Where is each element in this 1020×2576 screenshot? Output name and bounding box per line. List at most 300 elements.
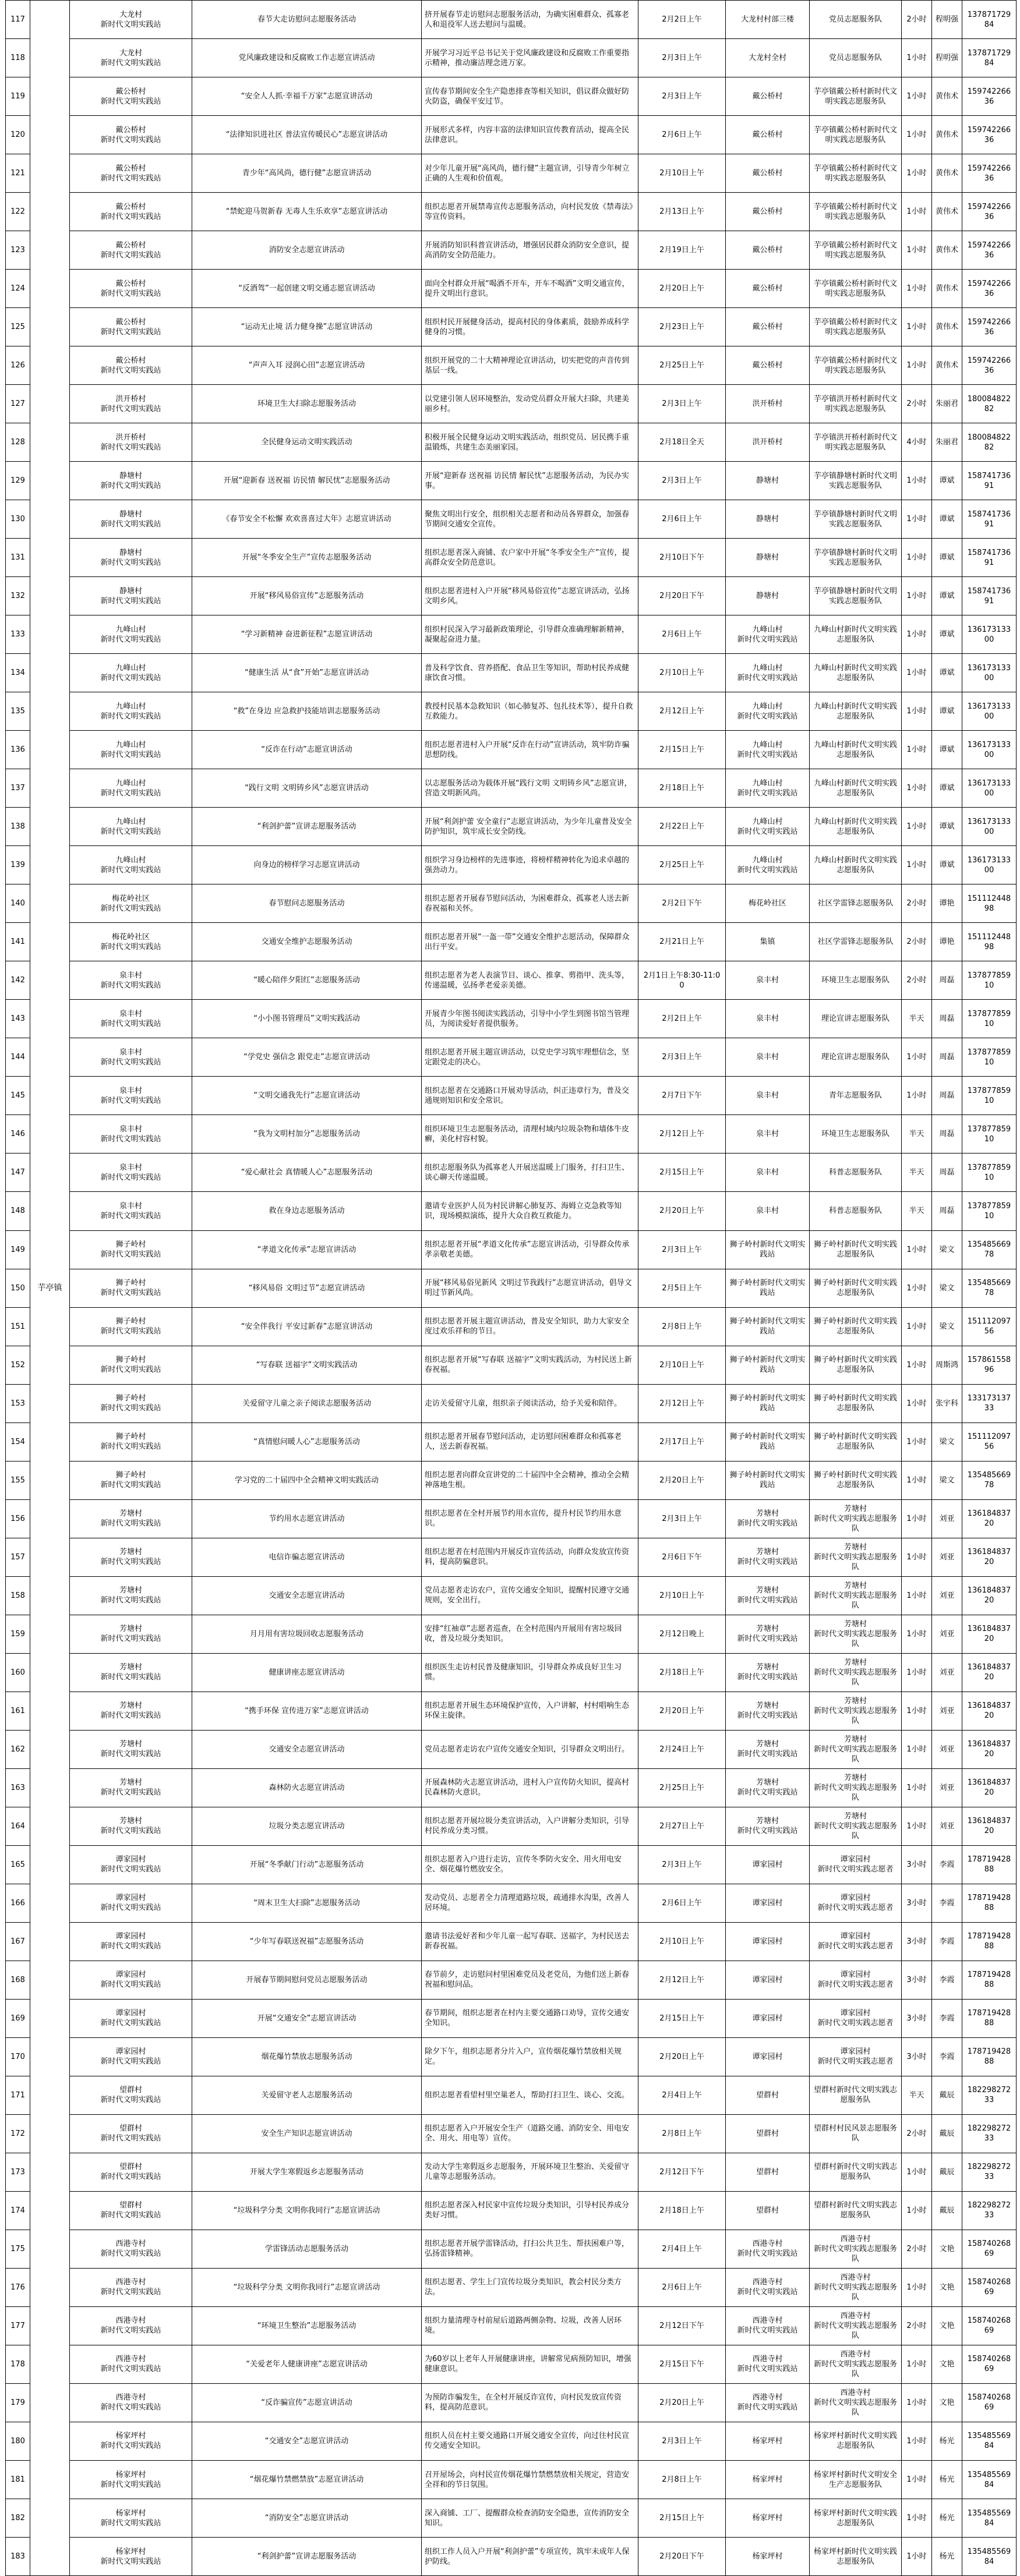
contact-person: 戴辰 [932, 2114, 962, 2153]
activity-name: 环境卫生大扫除志愿服务活动 [192, 385, 422, 423]
table-row [6, 1999, 1017, 2037]
contact-phone: 17871942888 [962, 1999, 1017, 2037]
activity-place: 静塘村 [726, 577, 810, 615]
contact-person: 戴辰 [932, 2153, 962, 2191]
village-station: 望群村 新时代文明实践站 [70, 2191, 192, 2230]
activity-time: 2月20日上午 [638, 270, 726, 308]
table-row [6, 1346, 1017, 1384]
activity-content: 组织志愿者开展“孝道文化传承”志愿宣讲活动，引导群众传承孝亲敬老美德。 [422, 1230, 638, 1269]
contact-phone: 17871942888 [962, 1884, 1017, 1922]
service-team: 芋亭镇戴公桥村新时代文明实践志愿服务队 [810, 231, 902, 270]
row-number: 118 [6, 39, 30, 77]
activity-content: 组织志愿者看望村里空巢老人，帮助打扫卫生、谈心、交流。 [422, 2076, 638, 2114]
table-row [6, 462, 1017, 500]
activity-time: 2月17日上午 [638, 1423, 726, 1461]
contact-person: 程明强 [932, 39, 962, 77]
activity-name: “垃圾科学分类 文明你我同行”志愿宣讲活动 [192, 2268, 422, 2306]
activity-time: 2月20日下午 [638, 2538, 726, 2576]
duration: 1小时 [902, 808, 932, 846]
activity-content: 召开屋场会，向村民宣传烟花爆竹禁燃禁放相关规定，营造安全祥和的节日氛围。 [422, 2461, 638, 2499]
contact-person: 谭斌 [932, 808, 962, 846]
contact-phone: 13548566978 [962, 1461, 1017, 1499]
activity-time: 2月3日上午 [638, 385, 726, 423]
contact-phone: 18229827233 [962, 2191, 1017, 2230]
activity-place: 戴公桥村 [726, 308, 810, 346]
activity-name: 交通安全志愿宣讲活动 [192, 1730, 422, 1768]
activity-time: 2月6日上午 [638, 2268, 726, 2306]
duration: 1小时 [902, 308, 932, 346]
activity-name: 烟花爆竹禁放志愿服务活动 [192, 2037, 422, 2076]
activity-content: 组织志愿者开展主题宣讲活动，以党史学习筑牢理想信念，坚定跟党走的决心。 [422, 1038, 638, 1077]
duration: 2小时 [902, 1, 932, 39]
row-number: 135 [6, 692, 30, 731]
village-station: 戴公桥村 新时代文明实践站 [70, 154, 192, 193]
row-number: 128 [6, 423, 30, 462]
contact-phone: 15111244898 [962, 884, 1017, 923]
contact-phone: 13787785910 [962, 1115, 1017, 1153]
village-station: 狮子岭村 新时代文明实践站 [70, 1423, 192, 1461]
row-number: 150 [6, 1269, 30, 1307]
activity-time: 2月10日上午 [638, 154, 726, 193]
activity-content: 春节前夕，走访慰问村里困难党员及老党员，为他们送上新春祝福和慰问品。 [422, 1961, 638, 1999]
service-team: 芳塘村 新时代文明实践志愿服务队 [810, 1730, 902, 1768]
duration: 1小时 [902, 231, 932, 270]
duration: 1小时 [902, 769, 932, 808]
activity-time: 2月15日下午 [638, 2345, 726, 2383]
activity-time: 2月10日下午 [638, 539, 726, 577]
contact-phone: 13787172984 [962, 1, 1017, 39]
table-row [6, 1230, 1017, 1269]
contact-person: 梁文 [932, 1461, 962, 1499]
table-row [6, 1576, 1017, 1615]
activity-name: “利剑护蕾”宣讲志愿服务活动 [192, 808, 422, 846]
contact-person: 戴辰 [932, 2076, 962, 2114]
contact-person: 谭艳 [932, 923, 962, 961]
contact-phone: 13618483720 [962, 1692, 1017, 1730]
row-number: 145 [6, 1077, 30, 1115]
activity-place: 望群村 [726, 2153, 810, 2191]
activity-place: 泉丰村 [726, 1192, 810, 1230]
village-station: 泉丰村 新时代文明实践站 [70, 1115, 192, 1153]
activity-place: 戴公桥村 [726, 116, 810, 154]
activity-time: 2月20日上午 [638, 1692, 726, 1730]
village-station: 静塘村 新时代文明实践站 [70, 462, 192, 500]
contact-phone: 15974226636 [962, 116, 1017, 154]
activity-time: 2月15日上午 [638, 731, 726, 769]
activity-name: “周末卫生大扫除”志愿服务活动 [192, 1884, 422, 1922]
service-team: 九峰山村新时代文明实践志愿服务队 [810, 769, 902, 808]
table-row [6, 346, 1017, 385]
contact-person: 谭斌 [932, 846, 962, 884]
service-team: 芋亭镇戴公桥村新时代文明实践志愿服务队 [810, 270, 902, 308]
village-station: 西港寺村 新时代文明实践站 [70, 2345, 192, 2383]
activity-content: 开展森林防火志愿宣讲活动，进村入户宣传防火知识，提高村民森林防火意识。 [422, 1768, 638, 1807]
contact-phone: 15874026869 [962, 2345, 1017, 2383]
activity-time: 2月13日上午 [638, 193, 726, 231]
duration: 1小时 [902, 1768, 932, 1807]
table-row [6, 154, 1017, 193]
village-station: 芳塘村 新时代文明实践站 [70, 1692, 192, 1730]
activity-time: 2月8日上午 [638, 2461, 726, 2499]
row-number: 160 [6, 1653, 30, 1692]
activity-place: 戴公桥村 [726, 154, 810, 193]
activity-content: 为60岁以上老年人开展健康讲座，讲解常见病预防知识，增强健康意识。 [422, 2345, 638, 2383]
activity-content: 组织志愿者深入商铺、农户家中开展“冬季安全生产”宣传，提高群众安全防范意识。 [422, 539, 638, 577]
village-station: 芳塘村 新时代文明实践站 [70, 1499, 192, 1538]
activity-time: 2月3日上午 [638, 1499, 726, 1538]
activity-name: “学党史 强信念 跟党走”志愿宣讲活动 [192, 1038, 422, 1077]
activity-place: 戴公桥村 [726, 231, 810, 270]
activity-content: 党员志愿者走访农户宣传交通安全知识，引导群众文明出行。 [422, 1730, 638, 1768]
village-station: 大龙村 新时代文明实践站 [70, 1, 192, 39]
row-number: 130 [6, 500, 30, 539]
village-station: 西港寺村 新时代文明实践站 [70, 2306, 192, 2345]
contact-phone: 13548566978 [962, 1269, 1017, 1307]
table-row [6, 231, 1017, 270]
activity-time: 2月5日上午 [638, 1269, 726, 1307]
row-number: 181 [6, 2461, 30, 2499]
activity-place: 狮子岭村新时代文明实践站 [726, 1269, 810, 1307]
table-row [6, 1461, 1017, 1499]
activity-time: 2月25日上午 [638, 346, 726, 385]
activity-place: 戴公桥村 [726, 270, 810, 308]
contact-phone: 15111244898 [962, 923, 1017, 961]
row-number: 153 [6, 1384, 30, 1423]
activity-time: 2月20日下午 [638, 577, 726, 615]
service-team: 杨家坪村新时代文明安全生产志愿服务队 [810, 2461, 902, 2499]
contact-phone: 15111209756 [962, 1307, 1017, 1346]
service-team: 芋亭镇静塘村新时代文明实践志愿服务队 [810, 539, 902, 577]
service-team: 芋亭镇戴公桥村新时代文明实践志愿服务队 [810, 346, 902, 385]
activity-place: 芳塘村 新时代文明实践站 [726, 1499, 810, 1538]
service-team: 西港寺村 新时代文明实践志愿服务队 [810, 2345, 902, 2383]
contact-person: 刘亚 [932, 1730, 962, 1768]
activity-content: 组织志愿者在交通路口开展劝导活动，纠正违章行为，普及交通规则知识和安全常识。 [422, 1077, 638, 1115]
activity-content: 面向全村群众开展“喝酒不开车，开车不喝酒”文明交通宣传，提升文明出行意识。 [422, 270, 638, 308]
contact-person: 黄伟术 [932, 154, 962, 193]
activity-name: 开展“冬季献门行动”志愿服务活动 [192, 1845, 422, 1884]
row-number: 120 [6, 116, 30, 154]
table-row [6, 769, 1017, 808]
service-team: 望群村村民风景志愿服务队 [810, 2114, 902, 2153]
activity-content: 普及科学饮食、营养搭配、食品卫生等知识，帮助村民养成健康饮食习惯。 [422, 654, 638, 692]
duration: 1小时 [902, 77, 932, 116]
service-team: 谭家园村 新时代文明实践志愿者 [810, 1999, 902, 2037]
service-team: 芳塘村 新时代文明实践志愿服务队 [810, 1576, 902, 1615]
activity-place: 谭家园村 [726, 1922, 810, 1961]
service-team: 社区学雷锋志愿服务队 [810, 923, 902, 961]
duration: 1小时 [902, 1230, 932, 1269]
activity-name: 青少年“高风尚，德行健”志愿宣讲活动 [192, 154, 422, 193]
contact-person: 李霞 [932, 2037, 962, 2076]
activity-name: “爱心献社会 真情暖人心”志愿服务活动 [192, 1153, 422, 1192]
duration: 1小时 [902, 2422, 932, 2460]
service-team: 理论宣讲志愿服务队 [810, 1038, 902, 1077]
activity-content: 组织志愿者开展生态环境保护宣传，入户讲解，村村唱响生态环保主旋律。 [422, 1692, 638, 1730]
service-team: 谭家园村 新时代文明实践志愿者 [810, 1922, 902, 1961]
contact-phone: 13317313733 [962, 1384, 1017, 1423]
activity-content: 组织志愿者开展“写春联 送福字”文明实践活动，为村民送上新春祝福。 [422, 1346, 638, 1384]
duration: 1小时 [902, 1538, 932, 1576]
service-team: 望群村新时代文明实践志愿服务队 [810, 2191, 902, 2230]
contact-person: 刘亚 [932, 1538, 962, 1576]
village-station: 泉丰村 新时代文明实践站 [70, 1038, 192, 1077]
contact-person: 梁文 [932, 1423, 962, 1461]
contact-phone: 15874026869 [962, 2306, 1017, 2345]
contact-phone: 13618483720 [962, 1615, 1017, 1653]
duration: 3小时 [902, 1999, 932, 2037]
activity-content: 组织志愿者开展春节慰问活动，走访慰问困难群众和孤寡老人，送去新春祝福。 [422, 1423, 638, 1461]
activity-name: “垃圾科学分类 文明你我同行”志愿宣讲活动 [192, 2191, 422, 2230]
village-station: 芳塘村 新时代文明实践站 [70, 1576, 192, 1615]
service-team: 芳塘村 新时代文明实践志愿服务队 [810, 1615, 902, 1653]
contact-phone: 13617313300 [962, 692, 1017, 731]
activity-name: 节约用水志愿宣讲活动 [192, 1499, 422, 1538]
row-number: 138 [6, 808, 30, 846]
village-station: 戴公桥村 新时代文明实践站 [70, 77, 192, 116]
activity-name: “关爱老年人健康讲座”志愿宣讲活动 [192, 2345, 422, 2383]
table-row [6, 539, 1017, 577]
activity-time: 2月27日上午 [638, 1807, 726, 1845]
activity-content: 组织志愿者入户进行走访，宣传冬季防火安全、用火用电安全、烟花爆竹燃放安全。 [422, 1845, 638, 1884]
village-station: 九峰山村 新时代文明实践站 [70, 808, 192, 846]
activity-content: 组织环境卫生志愿服务活动，清理村域内垃圾杂物和墙体牛皮癣，美化村容村貌。 [422, 1115, 638, 1153]
activity-place: 静塘村 [726, 500, 810, 539]
activity-content: 组织志愿者在全村开展节约用水宣传，提升村民节约用水意识。 [422, 1499, 638, 1538]
row-number: 171 [6, 2076, 30, 2114]
village-station: 戴公桥村 新时代文明实践站 [70, 270, 192, 308]
duration: 1小时 [902, 846, 932, 884]
village-station: 芳塘村 新时代文明实践站 [70, 1768, 192, 1807]
service-team: 环境卫生志愿服务队 [810, 1115, 902, 1153]
service-team: 谭家园村 新时代文明实践志愿者 [810, 1884, 902, 1922]
row-number: 148 [6, 1192, 30, 1230]
table-row [6, 1192, 1017, 1230]
activity-time: 2月2日下午 [638, 884, 726, 923]
activity-name: “声声入耳 浸润心田”志愿宣讲活动 [192, 346, 422, 385]
activity-content: 发动大学生寒假返乡志愿服务，开展环境卫生整治、关爱留守儿童等志愿服务活动。 [422, 2153, 638, 2191]
table-row [6, 2345, 1017, 2383]
service-team: 谭家园村 新时代文明实践志愿者 [810, 1961, 902, 1999]
activity-time: 2月20日上午 [638, 2037, 726, 2076]
contact-phone: 15874026869 [962, 2230, 1017, 2268]
activity-time: 2月22日上午 [638, 808, 726, 846]
village-station: 西港寺村 新时代文明实践站 [70, 2383, 192, 2422]
contact-phone: 13618483720 [962, 1538, 1017, 1576]
activity-name: “禁蛇迎马贺新春 无毒人生乐欢享”志愿宣讲活动 [192, 193, 422, 231]
activity-place: 梅花岭社区 [726, 884, 810, 923]
activity-time: 2月12日上午 [638, 1961, 726, 1999]
activity-name: “孝道文化传承”志愿宣讲活动 [192, 1230, 422, 1269]
row-number: 155 [6, 1461, 30, 1499]
service-team: 西港寺村 新时代文明实践志愿服务队 [810, 2230, 902, 2268]
table-row [6, 1000, 1017, 1038]
village-station: 九峰山村 新时代文明实践站 [70, 615, 192, 654]
contact-person: 黄伟术 [932, 346, 962, 385]
contact-person: 刘亚 [932, 1615, 962, 1653]
activity-name: 安全生产知识志愿宣讲活动 [192, 2114, 422, 2153]
duration: 半天 [902, 1153, 932, 1192]
duration: 1小时 [902, 1384, 932, 1423]
duration: 1小时 [902, 39, 932, 77]
village-station: 杨家坪村 新时代文明实践站 [70, 2422, 192, 2460]
table-row [6, 1845, 1017, 1884]
activity-content: 发动党员、志愿者全力清理道路垃圾，疏通排水沟渠，改善人居环境。 [422, 1884, 638, 1922]
table-row [6, 2153, 1017, 2191]
activity-content: 组织志愿者向群众宣讲党的二十届四中全会精神，推动全会精神落地生根。 [422, 1461, 638, 1499]
contact-phone: 15974226636 [962, 154, 1017, 193]
activity-name: “反诈在行动”志愿宣讲活动 [192, 731, 422, 769]
activity-time: 2月6日上午 [638, 116, 726, 154]
contact-phone: 13548566978 [962, 1230, 1017, 1269]
table-row [6, 1538, 1017, 1576]
contact-phone: 13617313300 [962, 654, 1017, 692]
row-number: 134 [6, 654, 30, 692]
village-station: 梅花岭社区 新时代文明实践站 [70, 923, 192, 961]
contact-person: 谭斌 [932, 769, 962, 808]
table-row [6, 1615, 1017, 1653]
row-number: 136 [6, 731, 30, 769]
service-team: 狮子岭村新时代文明实践志愿服务队 [810, 1307, 902, 1346]
activity-place: 狮子岭村新时代文明实践站 [726, 1346, 810, 1384]
row-number: 144 [6, 1038, 30, 1077]
activity-name: 向身边的榜样学习志愿宣讲活动 [192, 846, 422, 884]
village-station: 望群村 新时代文明实践站 [70, 2114, 192, 2153]
service-team: 芳塘村 新时代文明实践志愿服务队 [810, 1807, 902, 1845]
activity-content: 组织志愿服务队为孤寡老人开展送温暖上门服务，打扫卫生、谈心聊天传递温暖。 [422, 1153, 638, 1192]
activity-time: 2月15日上午 [638, 1153, 726, 1192]
contact-person: 杨光 [932, 2499, 962, 2538]
row-number: 151 [6, 1307, 30, 1346]
activity-time: 2月12日上午 [638, 1384, 726, 1423]
activity-time: 2月12日晚上 [638, 1615, 726, 1653]
activity-place: 大龙村全村 [726, 39, 810, 77]
activity-time: 2月10日上午 [638, 1922, 726, 1961]
duration: 半天 [902, 2076, 932, 2114]
activity-content: 组织志愿者开展主题宣讲活动，普及安全知识，助力大家安全度过欢乐祥和的节日。 [422, 1307, 638, 1346]
activity-content: 除夕下午，组织志愿者分片入户，宣传烟花爆竹禁放相关规定。 [422, 2037, 638, 2076]
activity-time: 2月18日上午 [638, 769, 726, 808]
table-row [6, 1038, 1017, 1077]
table-row [6, 654, 1017, 692]
table-row [6, 846, 1017, 884]
activity-time: 2月25日上午 [638, 1768, 726, 1807]
row-number: 165 [6, 1845, 30, 1884]
contact-phone: 13617313300 [962, 808, 1017, 846]
contact-phone: 15874026869 [962, 2268, 1017, 2306]
village-station: 谭家园村 新时代文明实践站 [70, 1961, 192, 1999]
village-station: 谭家园村 新时代文明实践站 [70, 1999, 192, 2037]
duration: 1小时 [902, 1807, 932, 1845]
contact-phone: 18008482282 [962, 385, 1017, 423]
activity-name: 春节大走访慰问志愿服务活动 [192, 1, 422, 39]
table-row [6, 39, 1017, 77]
village-station: 静塘村 新时代文明实践站 [70, 577, 192, 615]
row-number: 183 [6, 2538, 30, 2576]
service-team: 狮子岭村新时代文明实践志愿服务队 [810, 1269, 902, 1307]
service-team: 社区学雷锋志愿服务队 [810, 884, 902, 923]
row-number: 133 [6, 615, 30, 654]
contact-phone: 13617313300 [962, 731, 1017, 769]
activity-name: 学雷锋活动志愿服务活动 [192, 2230, 422, 2268]
duration: 1小时 [902, 270, 932, 308]
activity-time: 2月7日下午 [638, 1077, 726, 1115]
service-team: 九峰山村新时代文明实践志愿服务队 [810, 654, 902, 692]
town-name: 芋亭镇 [30, 1, 70, 2576]
activity-time: 2月3日上午 [638, 39, 726, 77]
village-station: 静塘村 新时代文明实践站 [70, 500, 192, 539]
activity-name: “健康生活 从“食”开始”志愿宣讲活动 [192, 654, 422, 692]
service-team: 环境卫生志愿服务队 [810, 961, 902, 1000]
table-row [6, 1730, 1017, 1768]
duration: 1小时 [902, 2191, 932, 2230]
table-row [6, 2191, 1017, 2230]
contact-phone: 13618483720 [962, 1499, 1017, 1538]
row-number: 122 [6, 193, 30, 231]
row-number: 158 [6, 1576, 30, 1615]
contact-phone: 13787785910 [962, 961, 1017, 1000]
duration: 1小时 [902, 462, 932, 500]
contact-person: 黄伟术 [932, 116, 962, 154]
contact-person: 刘亚 [932, 1653, 962, 1692]
duration: 1小时 [902, 1038, 932, 1077]
activity-name: 月月用有害垃圾回收志愿服务活动 [192, 1615, 422, 1653]
duration: 1小时 [902, 1423, 932, 1461]
table-row [6, 385, 1017, 423]
activity-name: “法律知识进社区 普法宣传暖民心”志愿宣讲活动 [192, 116, 422, 154]
contact-phone: 13548556984 [962, 2499, 1017, 2538]
row-number: 127 [6, 385, 30, 423]
contact-person: 谭斌 [932, 654, 962, 692]
table-row [6, 2230, 1017, 2268]
row-number: 139 [6, 846, 30, 884]
duration: 1小时 [902, 2383, 932, 2422]
row-number: 167 [6, 1922, 30, 1961]
activity-time: 2月18日上午 [638, 1653, 726, 1692]
activity-place: 戴公桥村 [726, 193, 810, 231]
duration: 1小时 [902, 577, 932, 615]
activity-place: 芳塘村 新时代文明实践站 [726, 1538, 810, 1576]
duration: 1小时 [902, 116, 932, 154]
village-station: 狮子岭村 新时代文明实践站 [70, 1461, 192, 1499]
contact-person: 周磊 [932, 1153, 962, 1192]
village-station: 谭家园村 新时代文明实践站 [70, 1845, 192, 1884]
activity-place: 杨家坪村 [726, 2461, 810, 2499]
table-row [6, 1269, 1017, 1307]
contact-phone: 13618483720 [962, 1768, 1017, 1807]
activity-content: 组织志愿者开展垃圾分类宣讲活动，入户讲解分类知识，引导村民养成分类习惯。 [422, 1807, 638, 1845]
activity-content: 教授村民基本急救知识（如心肺复苏、包扎技术等），提升自救互救能力。 [422, 692, 638, 731]
contact-phone: 15974226636 [962, 231, 1017, 270]
service-team: 科普志愿服务队 [810, 1153, 902, 1192]
duration: 1小时 [902, 654, 932, 692]
table-row [6, 77, 1017, 116]
activity-place: 西港寺村 新时代文明实践站 [726, 2306, 810, 2345]
activity-place: 西港寺村 新时代文明实践站 [726, 2230, 810, 2268]
activity-place: 狮子岭村新时代文明实践站 [726, 1461, 810, 1499]
contact-phone: 13787785910 [962, 1153, 1017, 1192]
activity-time: 2月6日上午 [638, 500, 726, 539]
service-team: 芳塘村 新时代文明实践志愿服务队 [810, 1499, 902, 1538]
activity-content: 组织志愿者深入村民家中宣传垃圾分类知识，引导村民养成分类好习惯。 [422, 2191, 638, 2230]
contact-person: 李霞 [932, 1961, 962, 1999]
contact-phone: 15874026869 [962, 2383, 1017, 2422]
activity-place: 杨家坪村 [726, 2538, 810, 2576]
village-station: 狮子岭村 新时代文明实践站 [70, 1307, 192, 1346]
table-row [6, 692, 1017, 731]
row-number: 156 [6, 1499, 30, 1538]
activity-place: 芳塘村 新时代文明实践站 [726, 1576, 810, 1615]
